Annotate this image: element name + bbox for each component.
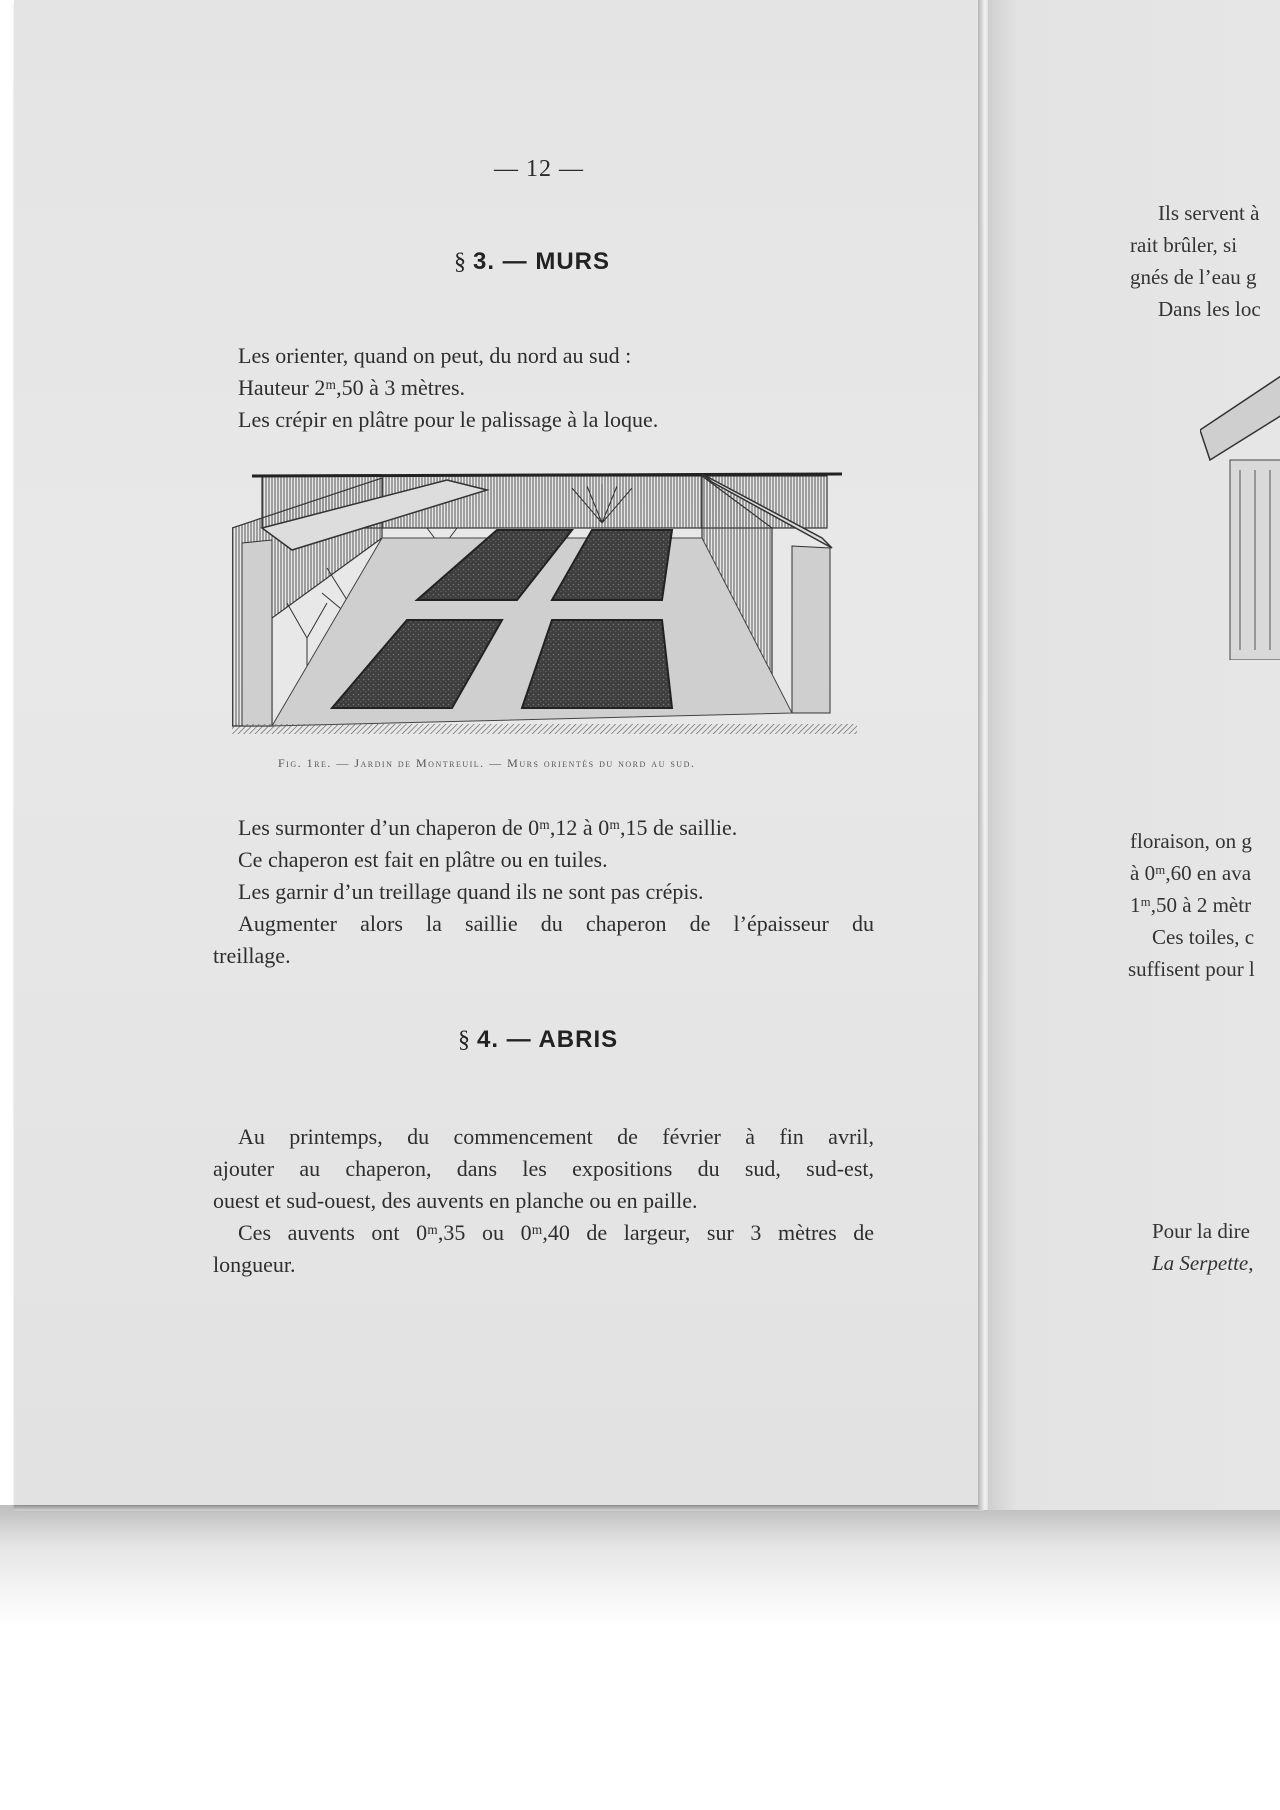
section-symbol: § bbox=[458, 1027, 471, 1053]
abris-line-2: ajouter au chaperon, dans les expositions du sud, sud-est, bbox=[213, 1156, 874, 1181]
right-middle-line-2: à 0ᵐ,60 en ava bbox=[1130, 861, 1252, 885]
section-symbol: § bbox=[454, 249, 467, 275]
after-figure-line-3: Les garnir d’un treillage quand ils ne sont pas crépis. bbox=[238, 879, 704, 904]
after-figure-line-2: Ce chaperon est fait en plâtre ou en tuiles. bbox=[238, 847, 608, 872]
right-middle-line-4: Ces toiles, c bbox=[1152, 925, 1255, 949]
right-top-line-3: gnés de l’eau g bbox=[1130, 265, 1257, 289]
abris-line-5: longueur. bbox=[213, 1252, 296, 1277]
after-figure-line-4: Augmenter alors la saillie du chaperon de l’épaisseur du bbox=[238, 911, 874, 936]
left-page bbox=[14, 0, 984, 1505]
after-figure-line-1: Les surmonter d’un chaperon de 0ᵐ,12 à 0ᵐ,15 de saillie. bbox=[238, 815, 738, 840]
murs-line-2: Hauteur 2ᵐ,50 à 3 mètres. bbox=[238, 375, 466, 400]
right-bottom-line-2: La Serpette, bbox=[1152, 1251, 1254, 1275]
right-top-line-1: Ils servent à bbox=[1158, 201, 1260, 225]
right-middle-line-3: 1ᵐ,50 à 2 mètr bbox=[1130, 893, 1252, 917]
abris-line-1: Au printemps, du commencement de février à fin avril, bbox=[238, 1124, 874, 1149]
section-4-title: 4. — ABRIS bbox=[477, 1026, 619, 1053]
right-bottom-line-1: Pour la dire bbox=[1152, 1219, 1250, 1243]
section-3-title: 3. — MURS bbox=[473, 248, 611, 275]
montreuil-garden-illustration bbox=[232, 468, 857, 740]
right-top-line-2: rait brûler, si bbox=[1130, 233, 1238, 257]
figure-caption: Fig. 1re. — Jardin de Montreuil. — Murs orientés du nord au sud. bbox=[278, 756, 696, 770]
right-page-illustration-fragment bbox=[1200, 350, 1280, 660]
page-number: — 12 — bbox=[494, 156, 584, 182]
right-middle-line-5: suffisent pour l bbox=[1128, 957, 1255, 981]
murs-line-1: Les orienter, quand on peut, du nord au sud : bbox=[238, 343, 632, 368]
right-top-line-4: Dans les loc bbox=[1158, 297, 1261, 321]
murs-line-3: Les crépir en plâtre pour le palissage à la loque. bbox=[238, 407, 659, 432]
section-4-heading bbox=[458, 1026, 618, 1054]
page-bottom-shadow bbox=[0, 1505, 1280, 1625]
abris-line-4: Ces auvents ont 0ᵐ,35 ou 0ᵐ,40 de largeur, sur 3 mètres de bbox=[238, 1220, 874, 1245]
after-figure-line-5: treillage. bbox=[213, 943, 291, 968]
abris-line-3: ouest et sud-ouest, des auvents en planche ou en paille. bbox=[213, 1188, 698, 1213]
right-middle-line-1: floraison, on g bbox=[1130, 829, 1252, 853]
section-3-heading bbox=[454, 248, 610, 276]
